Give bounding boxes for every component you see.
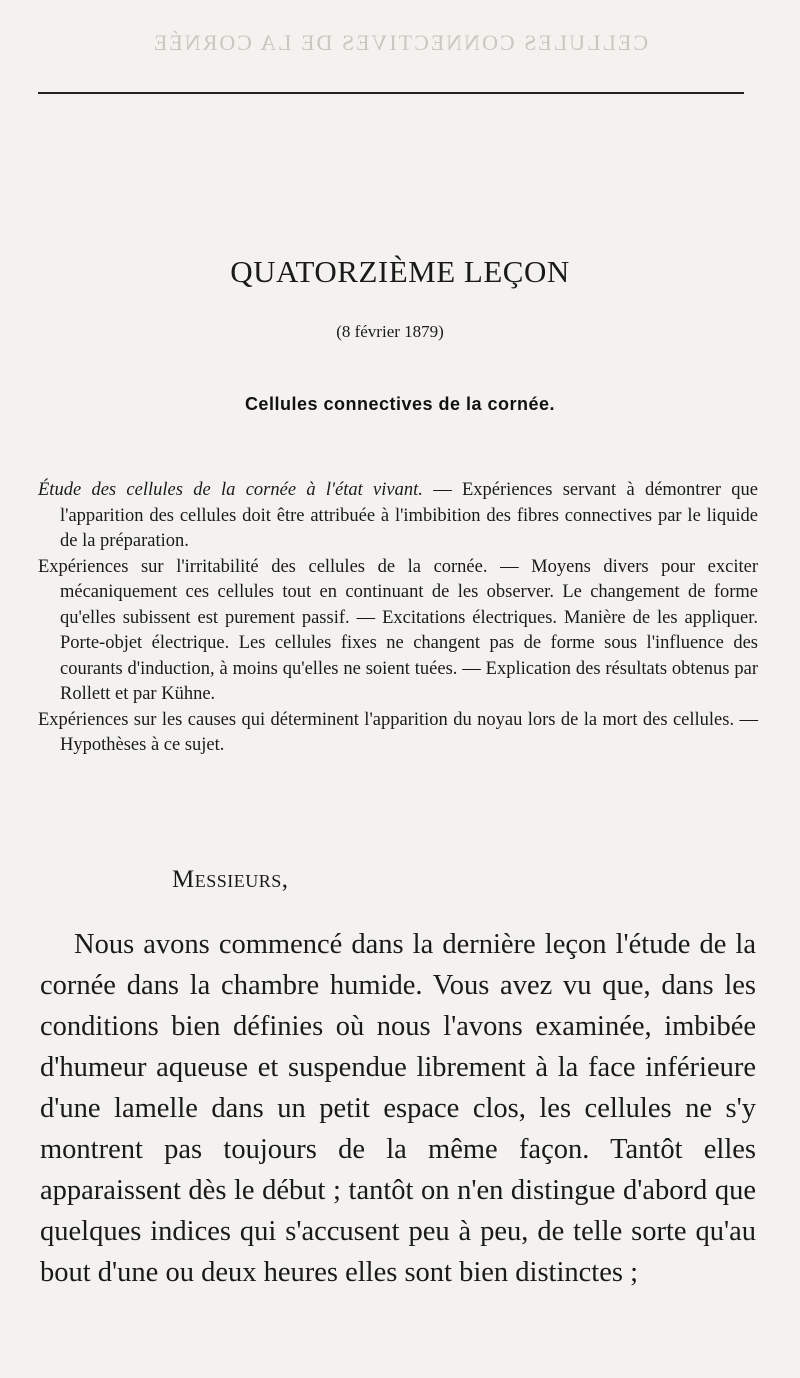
summary-text: — Expériences servant à démontrer que l'apparition des cellules doit être attribuée à l'imbibition des fibres connectives par le liquide de la préparation.	[60, 480, 759, 551]
summary-paragraph	[38, 478, 758, 555]
body-text	[40, 924, 756, 1293]
body-paragraph: Nous avons commencé dans la dernière leçon l'étude de la cornée dans la chambre humide. Vous avez vu que, dans les conditions bien définies où nous l'avons examinée, imbibée d'humeur aqueuse et suspendue librement à la face inférieure d'une lamelle dans un petit espace clos, les cellules ne s'y montrent pas toujours de la même façon. Tantôt elles apparaissent dès le début ; tantôt on n'en distingue d'abord que quelques indices qui s'accusent peu à peu, de telle sorte qu'au bout d'une ou deux heures elles sont bien distinctes ;	[40, 929, 756, 1288]
lesson-subject: Cellules connectives de la cornée.	[244, 394, 556, 414]
lesson-summary	[38, 478, 758, 759]
summary-paragraph: Expériences sur les causes qui déterminent l'apparition du noyau lors de la mort des cellules. — Hypothèses à ce sujet.	[38, 709, 758, 755]
summary-heading-italic: Étude des cellules de la cornée à l'état vivant.	[38, 480, 423, 500]
lesson-date: (8 février 1879)	[336, 322, 444, 341]
salutation: Messieurs,	[172, 866, 289, 893]
header-rule	[38, 92, 744, 94]
summary-paragraph: Expériences sur l'irritabilité des cellules de la cornée. — Moyens divers pour exciter mécaniquement ces cellules tout en continuant de les observer. Le changement de forme qu'elles subissent est purement passif. — Excitations électriques. Manière de les appliquer. Porte-objet électrique. Les cellules fixes ne changent pas de forme sous l'influence des courants d'induction, à moins qu'elles ne soient tuées. — Explication des résultats obtenus par Rollett et par Kühne.	[38, 556, 758, 704]
lesson-title: QUATORZIÈME LEÇON	[230, 254, 570, 289]
running-header: CELLULES CONNECTIVES DE LA CORNÉE	[151, 30, 649, 55]
